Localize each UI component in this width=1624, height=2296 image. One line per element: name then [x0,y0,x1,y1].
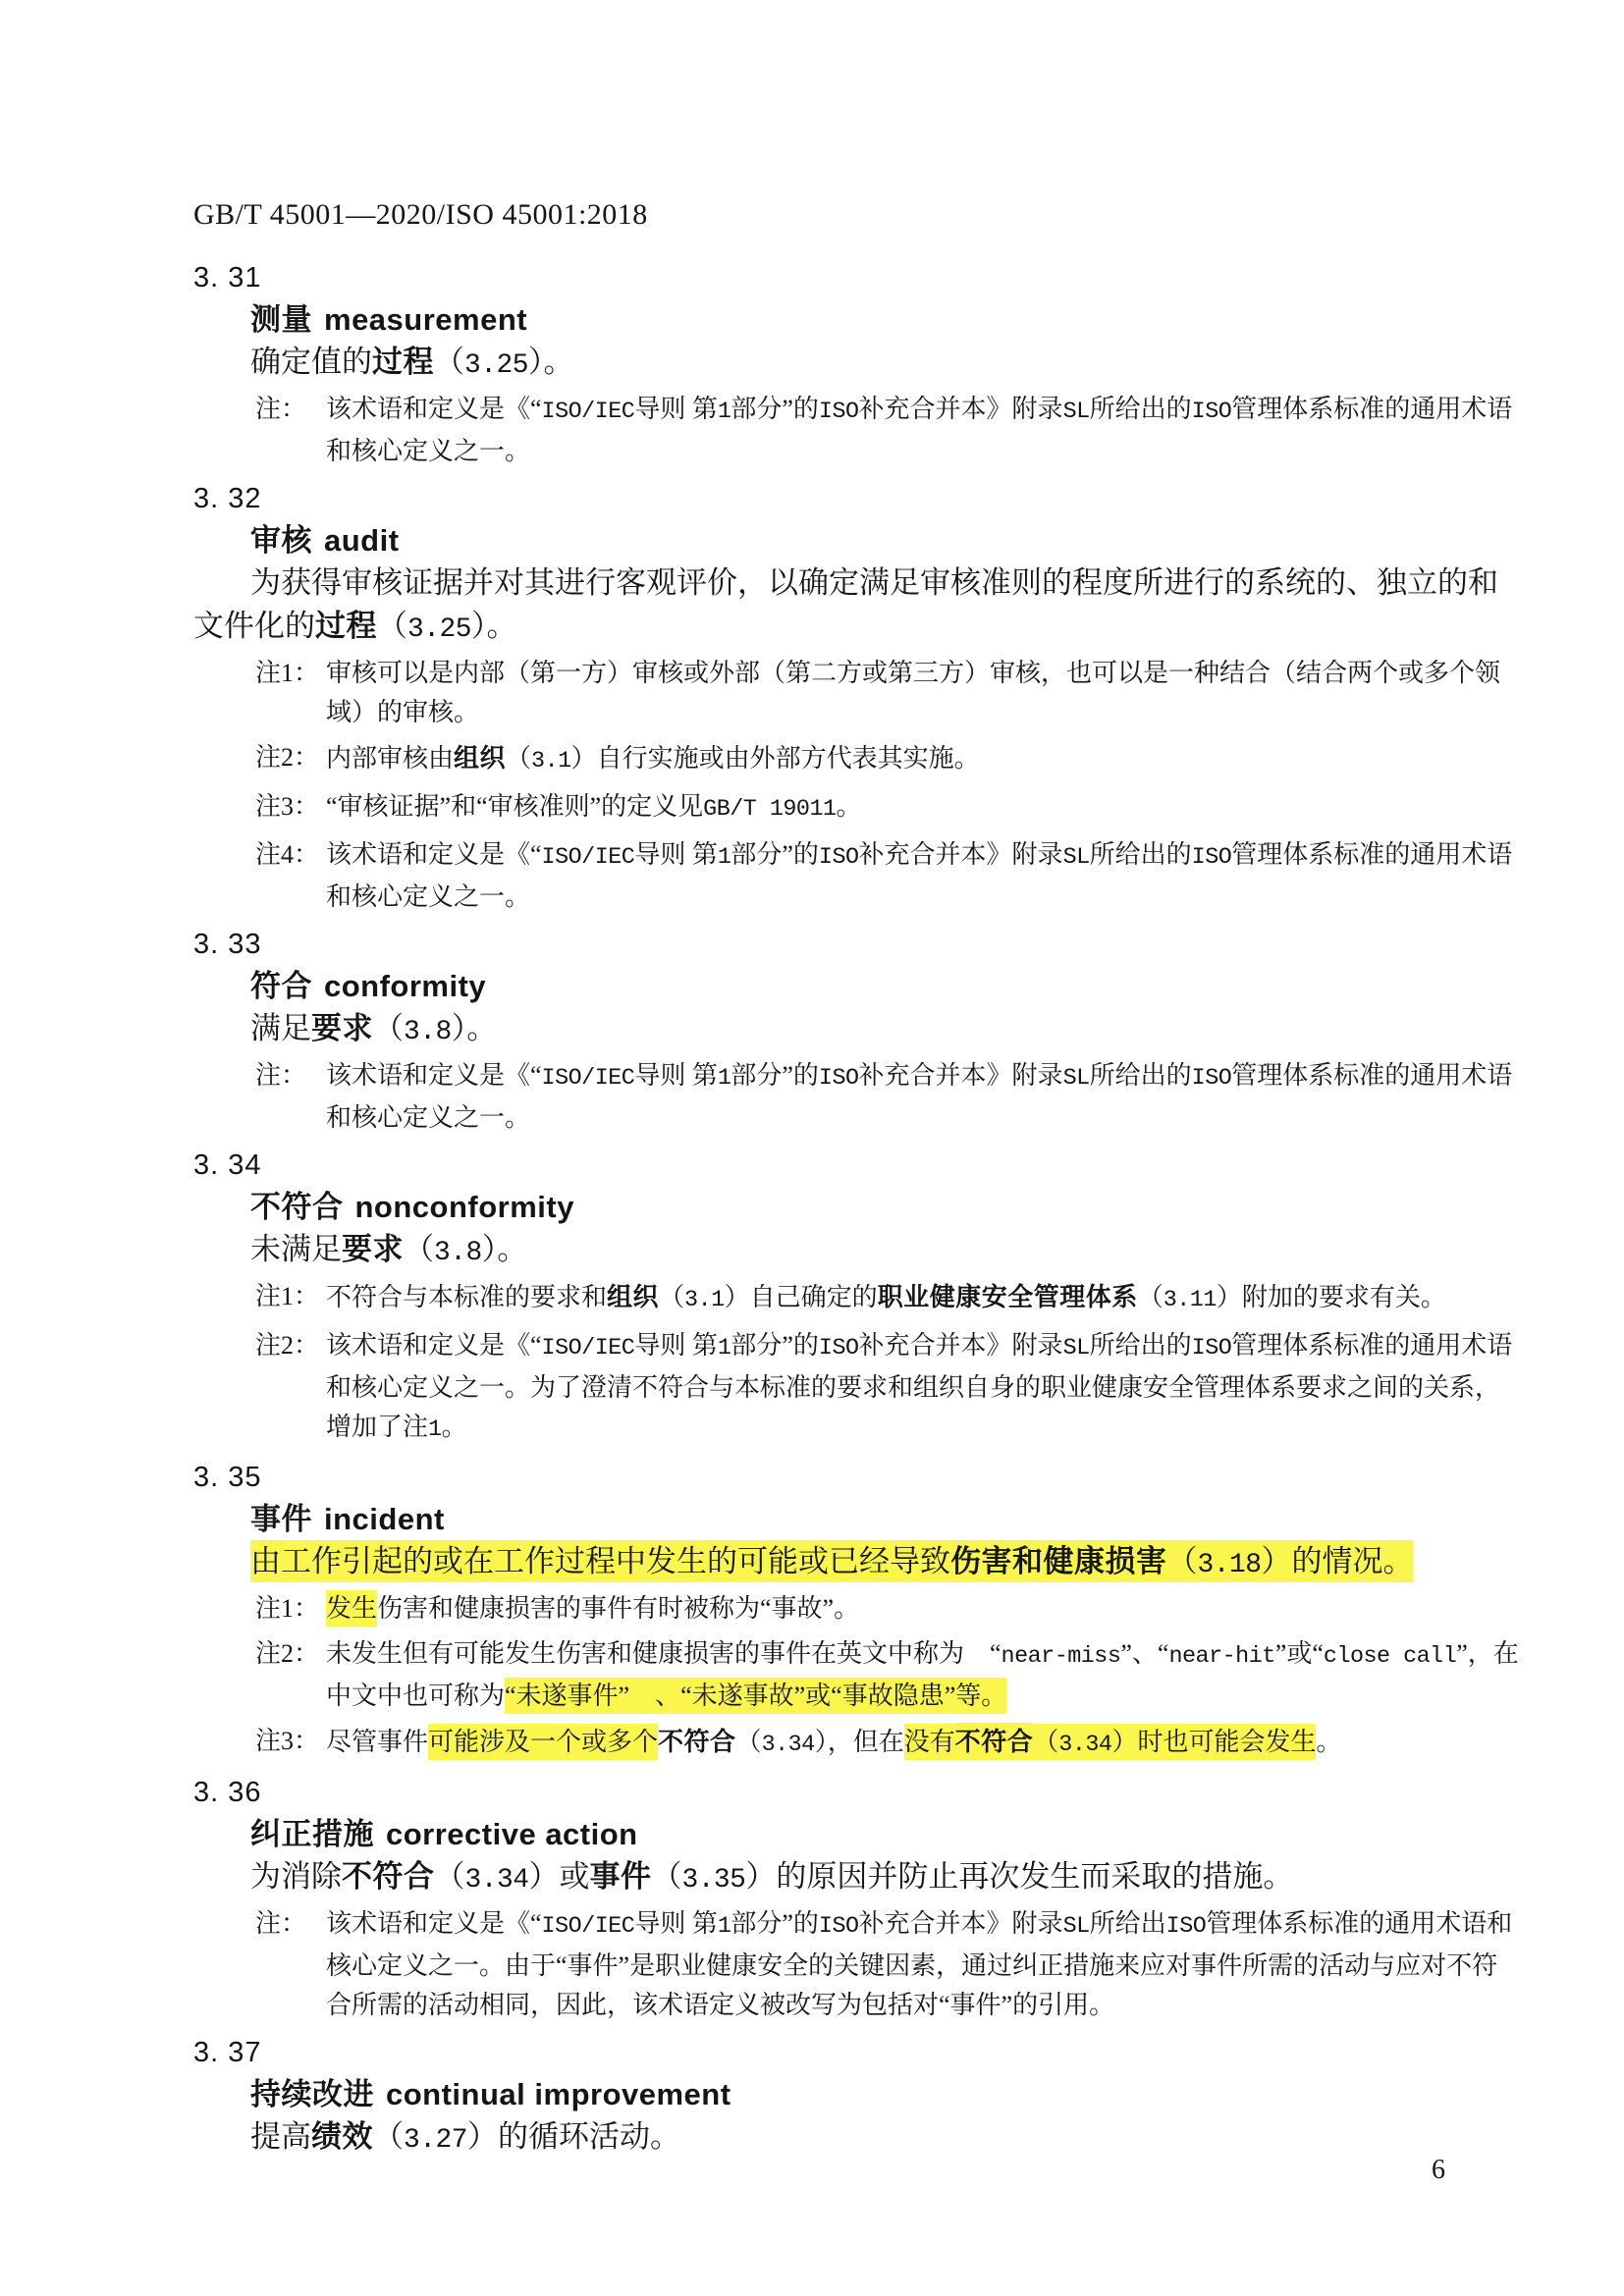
text-segment: 该术语和定义是《“ISO/IEC导则 第1部分”的ISO补充合并本》附录SL所给出的ISO管理体系标准的通用术语和核心定义之一。为了澄清不符合与本标准的要求和组织自身的职业健康安全管理体系要求之间的关系，增加了注1。 [326,1331,1513,1443]
term-note [255,1326,1522,1450]
text-segment: （3.1）自己确定的 [659,1283,878,1313]
term-english: nonconformity [354,1190,574,1224]
latin-text: 1 [717,845,731,871]
note-label: 注1： [255,1282,320,1310]
doc-header-title: GB/T 45001—2020/ISO 45001:2018 [193,198,648,231]
highlighted-text: 没有 [904,1724,955,1760]
term-section [193,2031,1522,2163]
note-label: 注1： [255,1594,320,1623]
text-segment: 事件 [589,1859,652,1894]
text-segment: 不符合与本标准的要求和 [326,1283,608,1311]
term-section [193,923,1522,1138]
note-text [326,659,1500,726]
text-segment: 组织 [607,1282,660,1311]
latin-text: 1 [717,1914,731,1940]
text-segment: （3.35）的原因并防止再次发生而采取的措施。 [651,1859,1294,1896]
text-segment: 绩效 [311,2119,373,2154]
latin-text: 3.8 [404,1017,452,1047]
latin-text: near-miss [1001,1644,1121,1670]
term-definition [193,2115,1522,2163]
term-note [255,1277,1522,1320]
term-title [193,1187,1522,1228]
text-segment: 。 [1316,1728,1342,1756]
text-segment: （3.34），但在 [735,1728,904,1758]
note-text [326,744,980,773]
term-english: conformity [324,969,487,1003]
text-segment: “审核证据”和“审核准则”的定义见GB/T 19011。 [326,792,862,823]
note-label: 注1： [255,659,320,687]
term-english: incident [324,1502,445,1536]
latin-text: ISO [818,1914,859,1940]
highlighted-text: 由工作引起的或在工作过程中发生的可能或已经导致 [250,1540,950,1582]
section-number: 3. 32 [193,483,262,514]
term-chinese: 审核 [250,523,312,558]
text-segment: 职业健康安全管理体系 [877,1282,1138,1311]
latin-text: SL [1062,1914,1090,1940]
latin-text: ISO/IEC [541,1066,635,1092]
highlighted-text: 可能涉及一个或多个 [428,1724,658,1760]
latin-text: 3.1 [531,749,571,774]
text-segment: 审核可以是内部（第一方）审核或外部（第二方或第三方）审核，也可以是一种结合（结合两个或多个领域）的审核。 [326,659,1501,726]
latin-text: 3.25 [407,614,471,645]
section-number: 3. 36 [193,1777,262,1808]
note-label: 注2： [255,1331,320,1360]
latin-text: SL [1062,400,1090,425]
latin-text: 3.27 [404,2125,467,2156]
latin-text: close call [1323,1644,1457,1670]
highlighted-text: “未遂事件” 、“未遂事故”或“事故隐患”等。 [505,1678,1006,1714]
latin-text: ISO [1165,1914,1207,1940]
text-segment: 未发生但有可能发生伤害和健康损害的事件在英文中称为 “near-miss”、“near-hit”或“close call”，在中文中也可称为 [326,1639,1519,1710]
text-segment: 提高 [250,2119,311,2154]
latin-text: 3.18 [1197,1550,1262,1580]
text-segment: 未满足 [250,1232,342,1266]
note-label: 注3： [255,1727,320,1755]
section-number: 3. 35 [193,1462,262,1493]
term-definition [193,1540,1522,1587]
text-segment: 伤害和健康损害的事件有时被称为“事故”。 [377,1594,860,1623]
text-segment: 该术语和定义是《“ISO/IEC导则 第1部分”的ISO补充合并本》附录SL所给出ISO管理体系标准的通用术语和核心定义之一。由于“事件”是职业健康安全的关键因素，通过纠正措施来应对事件所需的活动与应对不符合所需的活动相同，因此，该术语定义被改写为包括对“事件”的引用。 [326,1909,1513,2019]
section-number: 3. 33 [193,929,262,960]
latin-text: ISO/IEC [541,845,635,871]
term-definition [193,1007,1522,1054]
term-definition [193,1228,1522,1275]
section-number: 3. 34 [193,1149,262,1181]
term-note [255,1904,1522,2025]
term-title [193,2074,1522,2115]
latin-text: ISO [1191,845,1232,871]
text-segment: （3.25）。 [377,609,517,645]
term-definition [193,1855,1522,1902]
term-title [193,966,1522,1007]
latin-text: ISO [818,1066,859,1092]
latin-text: ISO [1191,400,1232,425]
text-segment: （3.34）或 [434,1859,590,1896]
term-section [193,1144,1522,1450]
text-segment: （3.25）。 [434,345,574,381]
text-segment: 过程 [315,609,377,643]
latin-text: 3.1 [684,1288,725,1313]
term-title [193,520,1522,561]
note-label: 注4： [255,840,320,869]
text-segment: （3.8）。 [404,1232,528,1268]
note-label: 注2： [255,743,320,772]
note-text [326,792,862,821]
note-label: 注3： [255,792,320,821]
latin-text: ISO [1191,1336,1232,1362]
text-segment: 尽管事件 [326,1728,429,1756]
term-chinese: 事件 [250,1502,312,1536]
term-chinese: 纠正措施 [250,1817,374,1851]
note-label: 注： [255,1909,307,1938]
term-note [255,1589,1522,1629]
latin-text: 1 [428,1417,442,1443]
latin-text: 3.34 [761,1733,815,1758]
text-segment: （3.27）的循环活动。 [373,2119,680,2156]
latin-text: SL [1062,845,1090,871]
note-text [326,395,1512,465]
latin-text: ISO [818,400,859,425]
latin-text: near-hit [1168,1644,1275,1670]
term-section [193,256,1522,471]
term-title [193,1499,1522,1540]
note-text [326,840,1512,911]
text-segment: 要求 [342,1232,404,1266]
latin-text: ISO/IEC [541,400,635,425]
term-chinese: 持续改进 [250,2077,374,2111]
page-number: 6 [1432,2155,1445,2185]
term-definition [193,341,1522,388]
text-segment: （3.11）附加的要求有关。 [1137,1283,1446,1313]
latin-text: SL [1062,1336,1090,1362]
term-definition [193,561,1522,652]
latin-text: ISO/IEC [541,1914,635,1940]
latin-text: SL [1062,1066,1090,1092]
note-text [326,1909,1512,2019]
term-title [193,1814,1522,1855]
note-label: 注： [255,1061,307,1090]
text-segment: 组织 [454,743,507,773]
note-text [326,1283,1446,1311]
note-text [326,1728,1341,1756]
term-english: corrective action [386,1817,638,1851]
text-segment: 为获得审核证据并对其进行客观评价，以确定满足审核准则的程度所进行的系统的、独立的和文件化的 [193,565,1498,643]
term-note [255,1056,1522,1138]
term-english: measurement [324,302,528,337]
term-section [193,477,1522,917]
term-english: continual improvement [386,2077,731,2111]
term-note [255,787,1522,829]
terms-list [193,256,1522,2163]
term-note [255,1634,1522,1716]
term-note [255,835,1522,917]
term-title [193,299,1522,341]
text-segment: 要求 [311,1011,373,1045]
text-segment: 不符合 [658,1727,736,1756]
latin-text: 3.35 [681,1865,746,1896]
note-text [326,1331,1512,1441]
term-section [193,1456,1522,1765]
latin-text: ISO [1191,1066,1232,1092]
latin-text: 1 [717,1336,731,1362]
text-segment: 满足 [250,1011,311,1045]
text-segment: 过程 [372,345,434,379]
latin-text: 1 [717,1066,731,1092]
latin-text: 3.8 [434,1238,482,1268]
latin-text: GB/T 19011 [703,797,837,823]
term-chinese: 不符合 [250,1190,344,1224]
term-chinese: 测量 [250,302,312,337]
term-chinese: 符合 [250,969,312,1003]
highlighted-text: （3.34）时也可能会发生 [1033,1724,1316,1760]
text-segment: （3.1）自行实施或由外部方代表其实施。 [506,744,980,774]
text-segment: （3.8）。 [373,1011,498,1047]
text-segment: 内部审核由 [326,744,455,773]
highlighted-text: 不符合 [955,1723,1034,1760]
term-note [255,390,1522,471]
text-segment: 确定值的 [250,345,372,379]
note-text [326,1590,859,1627]
latin-text: 3.25 [464,350,528,381]
text-segment: 该术语和定义是《“ISO/IEC导则 第1部分”的ISO补充合并本》附录SL所给出的ISO管理体系标准的通用术语和核心定义之一。 [326,395,1513,465]
text-segment: 该术语和定义是《“ISO/IEC导则 第1部分”的ISO补充合并本》附录SL所给出的ISO管理体系标准的通用术语和核心定义之一。 [326,840,1513,911]
note-label: 注： [255,395,307,423]
latin-text: ISO [818,1336,859,1362]
section-number: 3. 37 [193,2037,262,2068]
latin-text: 3.34 [1058,1733,1112,1758]
text-segment: 该术语和定义是《“ISO/IEC导则 第1部分”的ISO补充合并本》附录SL所给出的ISO管理体系标准的通用术语和核心定义之一。 [326,1061,1513,1132]
text-segment: 为消除 [250,1859,342,1894]
section-number: 3. 31 [193,262,262,294]
highlighted-text: 伤害和健康损害 [950,1540,1167,1582]
latin-text: 3.11 [1163,1288,1217,1313]
term-note [255,654,1522,732]
note-text [326,1639,1519,1714]
term-english: audit [324,523,400,558]
note-text [326,1061,1512,1132]
latin-text: ISO [818,845,859,871]
highlighted-text: （3.18）的情况。 [1167,1540,1414,1582]
latin-text: ISO/IEC [541,1336,635,1362]
note-label: 注2： [255,1639,320,1668]
highlighted-text: 发生 [326,1590,377,1627]
term-note [255,738,1522,781]
latin-text: 3.34 [464,1865,529,1896]
term-note [255,1722,1522,1765]
term-section [193,1771,1522,2025]
text-segment: 不符合 [342,1859,435,1894]
latin-text: 1 [717,400,731,425]
